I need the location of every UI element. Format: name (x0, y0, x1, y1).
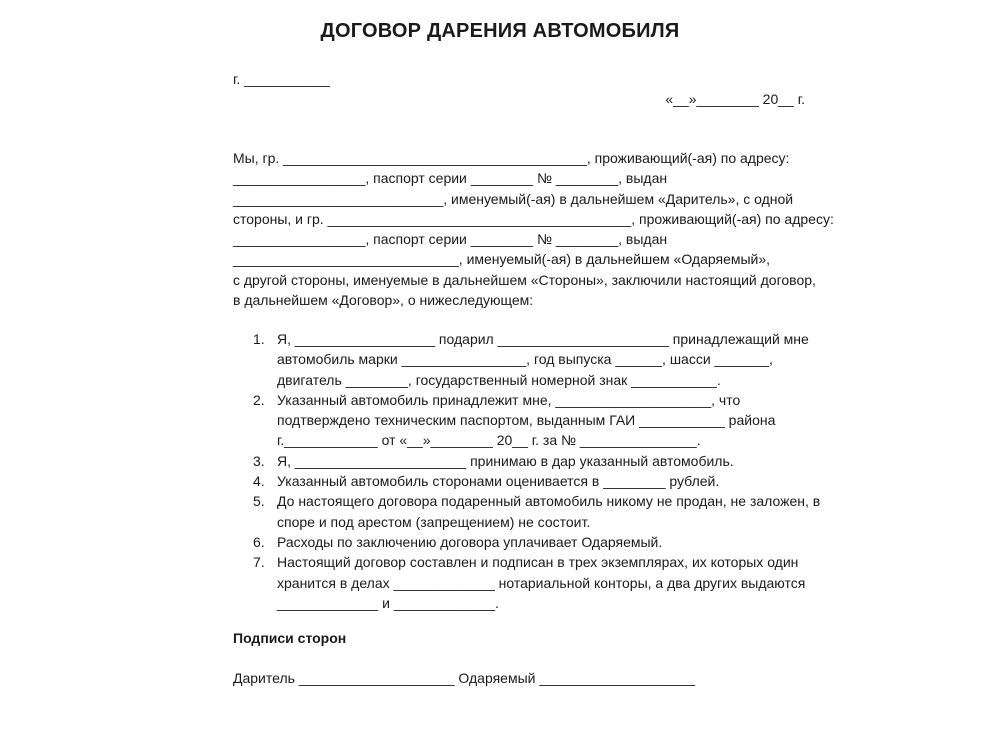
term-line: Расходы по заключению договора уплачивает Одаряемый. (277, 533, 663, 550)
term-line: автомобиль марки ________________, год выпуска ______, шасси _______, (277, 351, 773, 368)
intro-line: _________________, паспорт серии ________ № ________, выдан (233, 170, 668, 187)
city-line: г. ___________ (233, 71, 330, 87)
term-line: Я, ______________________ принимаю в дар указанный автомобиль. (277, 452, 734, 469)
date-line: «__»________ 20__ г. (665, 91, 805, 107)
intro-line: _________________, паспорт серии ________ № ________, выдан (233, 231, 668, 248)
term-line: двигатель ________, государственный номерной знак ___________. (277, 371, 721, 388)
term-line: г.____________ от «__»________ 20__ г. за № _______________. (277, 432, 701, 449)
term-line: Указанный автомобиль сторонами оценивается в ________ рублей. (277, 473, 720, 490)
term-number: 1. (253, 331, 265, 347)
term-line: Я, __________________ подарил ______________________ принадлежащий мне (277, 331, 809, 347)
term-item (253, 471, 833, 491)
term-number: 7. (253, 554, 265, 571)
term-number: 6. (253, 533, 265, 550)
term-item (253, 552, 833, 613)
term-line: Указанный автомобиль принадлежит мне, ____________________, что (277, 391, 741, 408)
terms-list (253, 329, 833, 613)
document-title: ДОГОВОР ДАРЕНИЯ АВТОМОБИЛЯ (320, 20, 680, 42)
term-item (253, 532, 833, 552)
term-line: _____________ и _____________. (277, 594, 499, 611)
term-line: Настоящий договор составлен и подписан в трех экземплярах, их которых один (277, 554, 799, 571)
term-number: 2. (253, 391, 265, 408)
term-number: 3. (253, 452, 265, 469)
intro-line: ___________________________, именуемый(-ая) в дальнейшем «Даритель», с одной (233, 190, 794, 207)
intro-line: _____________________________, именуемый(-ая) в дальнейшем «Одаряемый», (233, 251, 771, 268)
term-line: До настоящего договора подаренный автомобиль никому не продан, не заложен, в (277, 493, 821, 510)
term-line: споре и под арестом (запрещением) не состоит. (277, 513, 591, 530)
intro-line: с другой стороны, именуемые в дальнейшем «Стороны», заключили настоящий договор, (233, 271, 816, 288)
term-item (253, 491, 833, 532)
term-item (253, 329, 833, 390)
signatures-line: Даритель ____________________ Одаряемый ____________________ (233, 670, 696, 686)
term-line: подтверждено техническим паспортом, выданным ГАИ ___________ района (277, 412, 776, 429)
intro-line: Мы, гр. _______________________________________, проживающий(-ая) по адресу: (233, 150, 790, 166)
term-line: хранится в делах _____________ нотариальной конторы, а два других выдаются (277, 574, 806, 591)
term-item (253, 451, 833, 471)
signatures-heading: Подписи сторон (233, 630, 347, 646)
intro-line: стороны, и гр. _______________________________________, проживающий(-ая) по адресу: (233, 210, 834, 227)
term-number: 4. (253, 473, 265, 490)
term-item (253, 390, 833, 451)
intro-line: в дальнейшем «Договор», о нижеследующем: (233, 292, 534, 309)
intro-paragraph (233, 148, 834, 310)
term-number: 5. (253, 493, 265, 510)
